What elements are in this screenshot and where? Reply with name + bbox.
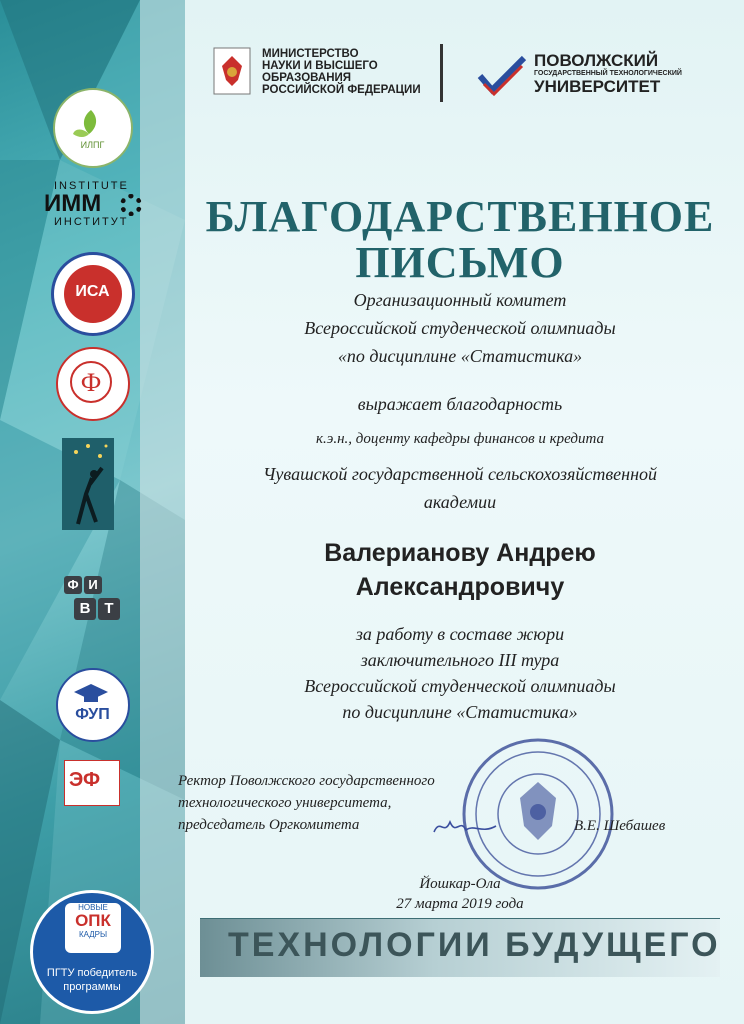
- university-top: ПОВОЛЖСКИЙ: [534, 51, 659, 70]
- ef-label: ЭФ: [69, 769, 101, 791]
- graduation-cap-icon: [56, 668, 126, 738]
- committee-line-1: Организационный комитет: [353, 290, 567, 310]
- header-divider: [440, 44, 443, 102]
- academy-line-1: Чувашской государственной сельскохозяйственной: [262, 464, 657, 484]
- russian-coat-of-arms-icon: [212, 46, 252, 96]
- recipient-name: [190, 536, 730, 604]
- stars-figure-logo: [62, 438, 114, 530]
- finance-emblem-icon: [56, 347, 126, 417]
- handwritten-signature: [430, 812, 500, 842]
- letter-title: [190, 194, 730, 286]
- name-line-1: Валерианову Андрею: [324, 539, 596, 567]
- signature-line-1: Ректор Поволжского государственного: [178, 773, 435, 789]
- position-text: к.э.н., доценту кафедры финансов и кредита: [315, 431, 605, 447]
- fup-logo: [56, 668, 130, 742]
- fivt-key-f: Ф: [64, 576, 82, 594]
- reason-line-2: заключительного III тура: [360, 650, 560, 670]
- ministry-line-1: МИНИСТЕРСТВО: [262, 48, 359, 60]
- academy-line-2: академии: [423, 492, 497, 512]
- immo-bottom-label: ИНСТИТУТ: [54, 216, 129, 228]
- svg-text:Ф: Ф: [80, 368, 101, 397]
- academy-block: [190, 462, 730, 514]
- signature-block: [178, 770, 435, 836]
- ministry-line-2: НАУКИ И ВЫСШЕГО: [262, 60, 378, 72]
- gear-icon: [120, 194, 142, 216]
- fivt-logo: [60, 570, 130, 630]
- signature-line-2: технологического университета,: [178, 795, 392, 811]
- opk-shield: [65, 903, 121, 953]
- city: Йошкар-Ола: [419, 876, 501, 892]
- person-reaching-stars-icon: [62, 438, 114, 530]
- leaf-icon: [53, 88, 129, 164]
- date: 27 марта 2019 года: [396, 896, 524, 912]
- opk-bottom-label: КАДРЫ: [78, 930, 108, 939]
- fivt-key-v: В: [74, 598, 96, 620]
- ministry-line-4: РОССИЙСКОЙ ФЕДЕРАЦИИ: [262, 84, 421, 96]
- committee-line-3: «по дисциплине «Статистика»: [337, 346, 583, 366]
- committee-line-2: Всероссийской студенческой олимпиады: [304, 318, 616, 338]
- immo-main-label: ИММ: [44, 190, 102, 217]
- university-check-icon: [474, 50, 530, 100]
- university-bottom: УНИВЕРСИТЕТ: [534, 77, 661, 96]
- reason-line-1: за работу в составе жюри: [355, 624, 565, 644]
- immo-top-label: INSTITUTE: [54, 180, 129, 192]
- fup-label: ФУП: [75, 706, 110, 723]
- fivt-key-i: И: [84, 576, 102, 594]
- reason-line-3: Всероссийской студенческой олимпиады: [304, 676, 616, 696]
- banner-slogan: ТЕХНОЛОГИИ БУДУЩЕГО: [228, 926, 721, 964]
- gratitude-text: выражает благодарность: [357, 394, 563, 414]
- sidebar: [0, 0, 185, 1024]
- name-line-2: Александровичу: [355, 573, 565, 601]
- opk-badge: [30, 890, 154, 1014]
- committee-block: [190, 288, 730, 368]
- reason-block: [190, 622, 730, 724]
- winner-line-2: программы: [63, 981, 121, 993]
- title-line-1: БЛАГОДАРСТВЕННОЕ: [205, 192, 715, 241]
- ministry-name: [262, 48, 421, 96]
- isa-logo: [51, 252, 135, 336]
- opk-top-label: НОВЫЕ: [78, 903, 108, 912]
- university-mid: ГОСУДАРСТВЕННЫЙ ТЕХНОЛОГИЧЕСКИЙ: [534, 70, 682, 77]
- winner-line-1: ПГТУ победитель: [46, 967, 138, 979]
- university-name: [534, 52, 682, 95]
- isa-label: ИСА: [75, 283, 110, 300]
- ilpg-logo: [53, 88, 133, 168]
- finance-faculty-logo: [56, 347, 130, 421]
- signer-name: В.Е. Шебашев: [574, 818, 666, 834]
- reason-line-4: по дисциплине «Статистика»: [342, 702, 578, 722]
- signature-line-3: председатель Оргкомитета: [178, 817, 360, 833]
- opk-main-label: ОПК: [75, 911, 111, 930]
- fivt-key-t: Т: [98, 598, 120, 620]
- ministry-line-3: ОБРАЗОВАНИЯ: [262, 72, 352, 84]
- ilpg-label: ИЛПГ: [80, 140, 105, 150]
- ef-logo: [64, 760, 120, 806]
- immo-logo: [40, 180, 150, 228]
- title-line-2: ПИСЬМО: [355, 238, 565, 287]
